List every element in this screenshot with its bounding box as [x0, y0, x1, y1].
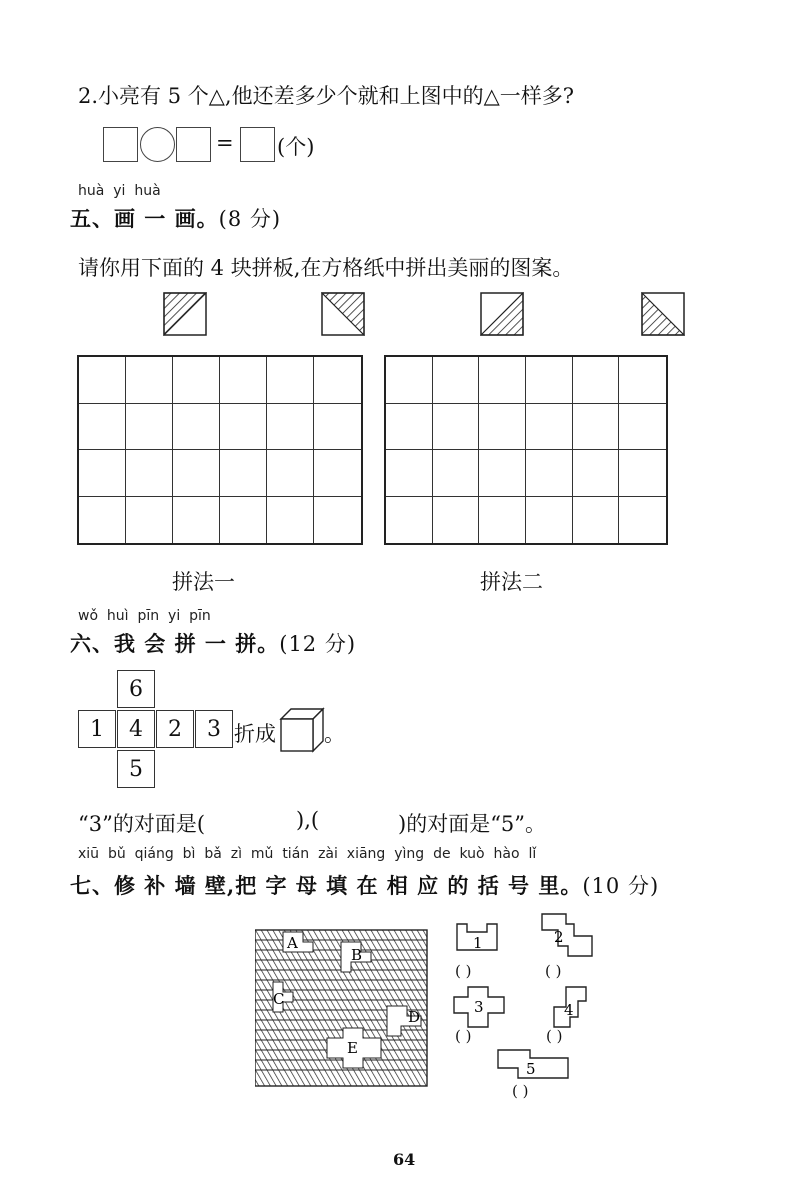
fold-period: 。 — [324, 722, 345, 746]
section-5-instruction: 请你用下面的 4 块拼板,在方格纸中拼出美丽的图案。 — [78, 256, 574, 280]
operator-circle[interactable] — [140, 127, 175, 162]
caption-method-1: 拼法一 — [172, 570, 235, 594]
section-5-pinyin: huà yi huà — [78, 183, 161, 199]
equals-sign: = — [216, 131, 234, 155]
net-face-3: 3 — [195, 710, 233, 748]
wall-label-D: D — [408, 1008, 421, 1026]
answer-box-result[interactable] — [240, 127, 275, 162]
wall-label-E: E — [347, 1039, 358, 1057]
page-number: 64 — [393, 1150, 416, 1169]
question-2-text: 2.小亮有 5 个△,他还差多少个就和上图中的△一样多? — [78, 84, 574, 108]
tile-2 — [321, 292, 365, 336]
svg-text:4: 4 — [564, 1001, 574, 1019]
svg-text:3: 3 — [474, 998, 484, 1016]
fold-label: 折成 — [234, 722, 276, 746]
answer-paren-2[interactable]: ( ) — [545, 962, 562, 980]
piece-1 — [455, 920, 501, 956]
piece-2 — [540, 912, 596, 960]
net-face-4: 4 — [117, 710, 155, 748]
piece-5 — [496, 1046, 572, 1082]
caption-method-2: 拼法二 — [480, 570, 543, 594]
answer-box-2[interactable] — [176, 127, 211, 162]
section-6-title: 六、我 会 拼 一 拼。(12 分) — [70, 631, 357, 656]
net-face-6: 6 — [117, 670, 155, 708]
wall-label-A: A — [287, 934, 298, 952]
tile-3 — [480, 292, 524, 336]
section-6-pinyin: wǒ huì pīn yi pīn — [78, 608, 211, 624]
sentence-part-a: “3”的对面是( — [78, 812, 206, 836]
answer-blank-2[interactable] — [328, 808, 396, 834]
grid-method-1[interactable] — [77, 355, 363, 545]
tile-1 — [163, 292, 207, 336]
sentence-part-c: )的对面是“5”。 — [398, 812, 547, 836]
answer-blank-1[interactable] — [226, 808, 292, 834]
section-7-pinyin: xiū bǔ qiáng bì bǎ zì mǔ tián zài xiāng yìng de kuò hào lǐ — [78, 846, 537, 862]
tile-4 — [641, 292, 685, 336]
piece-4 — [550, 985, 590, 1031]
piece-3 — [452, 985, 508, 1031]
cube-icon — [279, 707, 325, 753]
answer-paren-1[interactable]: ( ) — [455, 962, 472, 980]
wall-label-C: C — [273, 990, 285, 1008]
section-7-title: 七、修 补 墙 壁,把 字 母 填 在 相 应 的 括 号 里。(10 分) — [70, 873, 660, 898]
wall-label-B: B — [351, 946, 363, 964]
net-face-1: 1 — [78, 710, 116, 748]
answer-paren-4[interactable]: ( ) — [546, 1027, 563, 1045]
grid-method-2[interactable] — [384, 355, 668, 545]
answer-paren-5[interactable]: ( ) — [512, 1082, 529, 1100]
answer-box-1[interactable] — [103, 127, 138, 162]
answer-paren-3[interactable]: ( ) — [455, 1027, 472, 1045]
net-face-2: 2 — [156, 710, 194, 748]
svg-text:2: 2 — [554, 928, 564, 946]
wall-figure — [255, 910, 430, 1095]
section-5-title: 五、画 一 画。(8 分) — [70, 206, 282, 231]
sentence-part-b: ),( — [296, 808, 320, 832]
unit-label: (个) — [277, 135, 315, 159]
svg-text:1: 1 — [473, 934, 483, 952]
svg-text:5: 5 — [526, 1060, 536, 1078]
net-face-5: 5 — [117, 750, 155, 788]
